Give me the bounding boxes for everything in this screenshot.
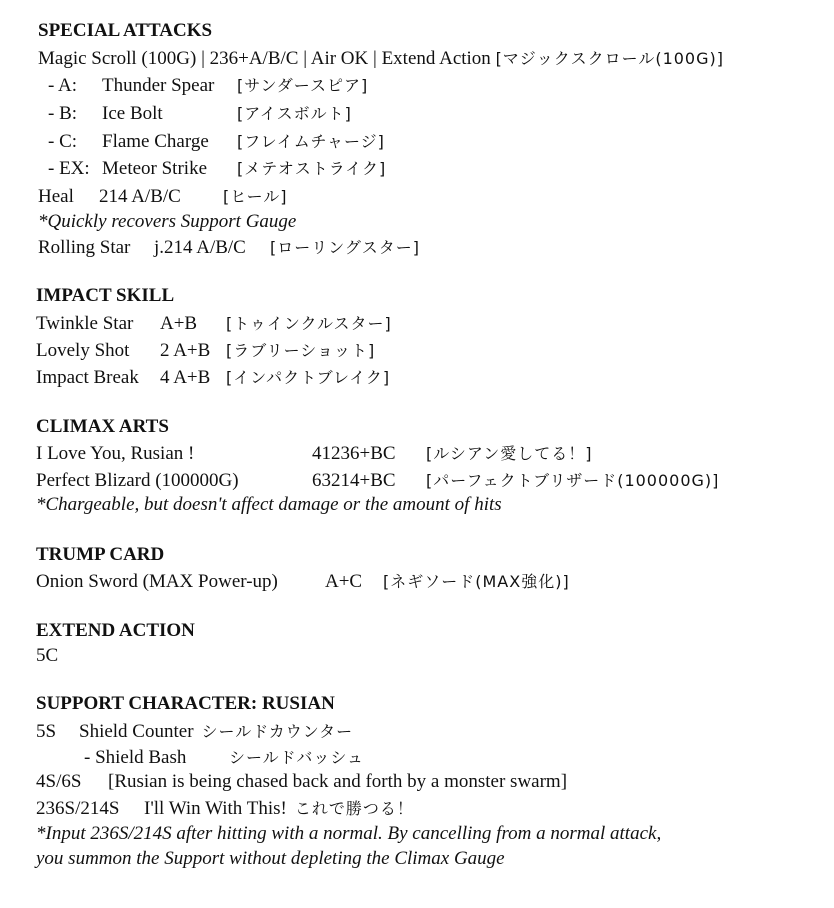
magic-scroll-line (38, 48, 724, 70)
heal-line (38, 186, 288, 208)
support-row-3 (36, 771, 567, 793)
variant-jp: [アイスボルト] (237, 104, 352, 123)
support-row-2 (84, 747, 364, 769)
magic-scroll-jp: [マジックスクロール(100G)] (495, 49, 724, 68)
variant-jp: [メテオストライク] (237, 159, 387, 178)
support-description: [Rusian is being chased back and forth by a monster swarm] (108, 771, 568, 792)
variant-name: Flame Charge (102, 131, 209, 152)
variant-key: - C: (48, 131, 78, 152)
move-input: A+B (160, 313, 198, 334)
rolling-star-input: j.214 A/B/C (154, 237, 246, 258)
support-row-1 (36, 721, 353, 743)
support-move-jp: これで勝つる！ (294, 799, 414, 818)
support-character-heading: SUPPORT CHARACTER: RUSIAN (36, 693, 335, 714)
variant-name: Meteor Strike (102, 158, 208, 179)
support-row-4 (36, 798, 414, 820)
variant-jp: [サンダースピア] (237, 76, 369, 95)
move-name: Twinkle Star (36, 313, 134, 334)
rolling-star-line (38, 237, 420, 259)
move-jp: [インパクトブレイク] (226, 368, 391, 387)
extend-action-heading: EXTEND ACTION (36, 620, 195, 641)
support-move-jp: シールドカウンター (201, 722, 354, 741)
move-name: I Love You, Rusian ! (36, 443, 195, 464)
support-note-line-2: you summon the Support without depleting the Climax Gauge (36, 848, 505, 869)
support-move-name: - Shield Bash (84, 747, 187, 768)
magic-scroll-extend: Extend Action (381, 48, 491, 69)
impact-move-row (36, 367, 390, 389)
trump-card-row (36, 571, 570, 593)
support-note-line-1: *Input 236S/214S after hitting with a normal. By cancelling from a normal attack, (36, 823, 662, 844)
extend-action-value: 5C (36, 645, 59, 666)
move-input: A+C (325, 571, 363, 592)
move-name: Impact Break (36, 367, 139, 388)
magic-scroll-air: Air OK (310, 48, 369, 69)
variant-line-a (48, 75, 368, 97)
support-move-name: I'll Win With This! (144, 798, 287, 819)
rolling-star-name: Rolling Star (38, 237, 131, 258)
move-name: Onion Sword (MAX Power-up) (36, 571, 278, 592)
support-input: 4S/6S (36, 771, 82, 792)
trump-card-heading: TRUMP CARD (36, 544, 165, 565)
climax-note: *Chargeable, but doesn't affect damage or the amount of hits (36, 494, 502, 515)
move-input: 2 A+B (160, 340, 211, 361)
impact-move-row (36, 313, 392, 335)
impact-skill-heading: IMPACT SKILL (36, 285, 175, 306)
separator: | (303, 48, 308, 69)
variant-key: - B: (48, 103, 78, 124)
move-name: Lovely Shot (36, 340, 130, 361)
variant-line-ex (48, 158, 386, 180)
move-jp: [パーフェクトブリザード(100000G)] (426, 471, 720, 490)
impact-move-row (36, 340, 375, 362)
climax-move-row (36, 443, 592, 465)
magic-scroll-input: 236+A/B/C (209, 48, 299, 69)
separator: | (201, 48, 205, 69)
variant-name: Thunder Spear (102, 75, 215, 96)
support-input: 236S/214S (36, 798, 120, 819)
heal-input: 214 A/B/C (99, 186, 181, 207)
rolling-star-jp: [ローリングスター] (270, 238, 421, 257)
move-input: 63214+BC (312, 470, 396, 491)
move-jp: [ネギソード(MAX強化)] (383, 572, 570, 591)
move-input: 41236+BC (312, 443, 396, 464)
support-input: 5S (36, 721, 57, 742)
climax-arts-heading: CLIMAX ARTS (36, 416, 169, 437)
support-move-jp: シールドバッシュ (229, 748, 365, 767)
variant-jp: [フレイムチャージ] (237, 132, 385, 151)
heal-note: *Quickly recovers Support Gauge (38, 211, 297, 232)
move-jp: [ラブリーショット] (226, 341, 376, 360)
heal-jp: [ヒール] (223, 187, 288, 206)
separator: | (373, 48, 377, 69)
variant-line-c (48, 131, 385, 153)
move-jp: [トゥインクルスター] (226, 314, 392, 333)
variant-line-b (48, 103, 352, 125)
support-move-name: Shield Counter (79, 721, 194, 742)
variant-key: - A: (48, 75, 78, 96)
magic-scroll-name: Magic Scroll (100G) (38, 48, 197, 69)
move-name: Perfect Blizard (100000G) (36, 470, 239, 491)
variant-name: Ice Bolt (102, 103, 163, 124)
climax-move-row (36, 470, 719, 492)
move-input: 4 A+B (160, 367, 211, 388)
variant-key: - EX: (48, 158, 90, 179)
heal-name: Heal (38, 186, 74, 207)
special-attacks-heading: SPECIAL ATTACKS (38, 20, 213, 41)
move-jp: [ルシアン愛してる！] (426, 444, 593, 463)
